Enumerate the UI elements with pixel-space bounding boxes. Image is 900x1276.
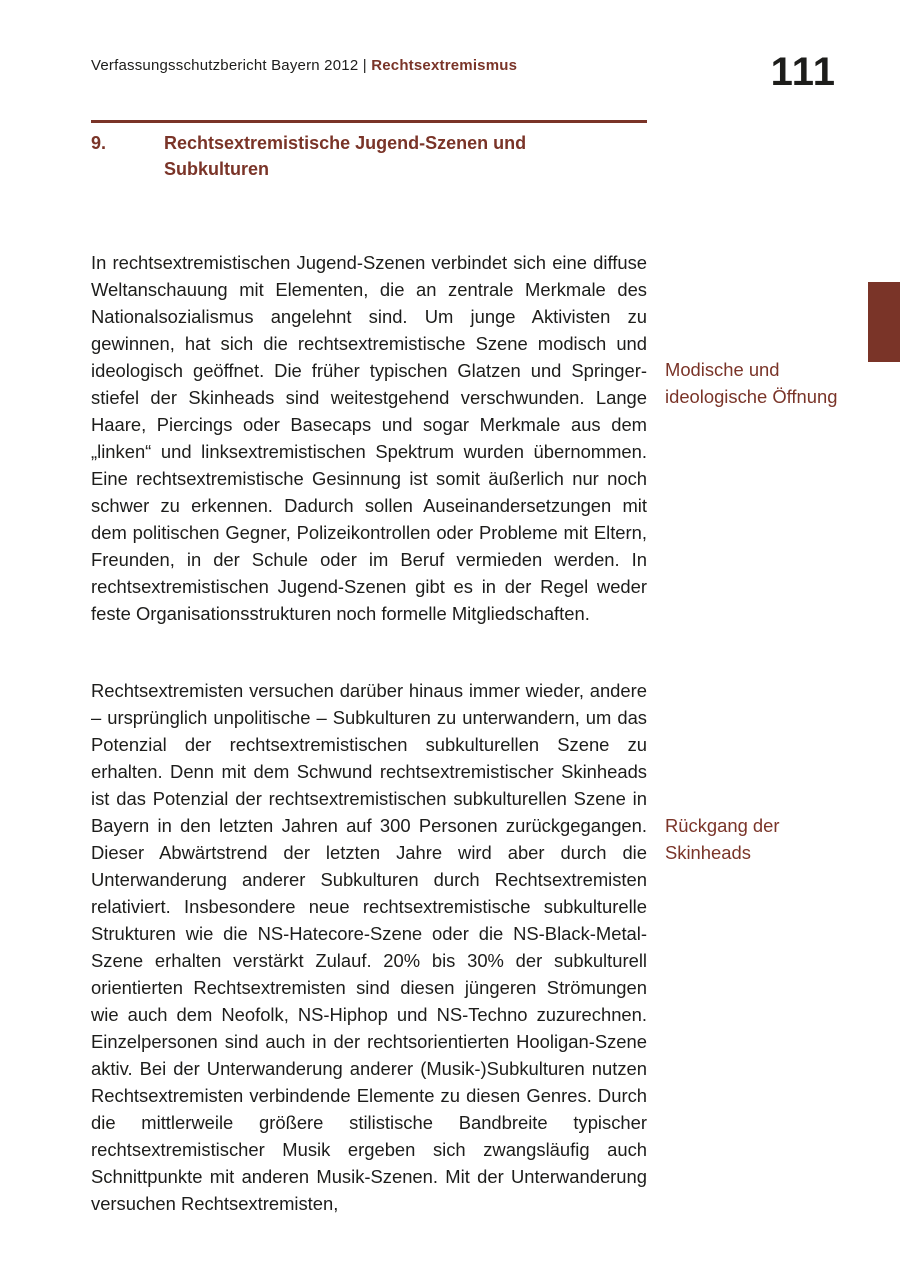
body-paragraph: In rechtsextremistischen Jugend-Szenen verbindet sich eine diffuse Weltanschauung mit Elementen, die an zentrale Merkmale des Nationalsozialismus angelehnt sind. Um junge Aktivisten zu gewinnen, hat sich die rechtsextremistische Szene modisch und ideologisch geöffnet. Die früher typischen Glatzen und Springerstiefel der Skinheads sind weitestgehend verschwunden. Lange Haare, Piercings oder Basecaps und sogar Merkmale aus dem „linken“ und linksextremistischen Spektrum wurden übernommen. Eine rechtsextremistische Gesinnung ist somit äußerlich nur noch schwer zu erkennen. Dadurch sollen Auseinandersetzungen mit dem politischen Gegner, Polizeikontrollen oder Probleme mit Eltern, Freunden, in der Schule oder im Beruf vermieden werden. In rechtsextremistischen Jugend-Szenen gibt es in der Regel weder feste Organisationsstrukturen noch formelle Mitgliedschaften. [91, 252, 647, 624]
margin-note: Rückgang der Skinheads [665, 815, 780, 863]
page-number: 111 [770, 50, 836, 94]
running-header [91, 57, 517, 74]
publication-title: Verfassungsschutzbericht Bayern 2012 [91, 57, 359, 74]
header-rule [91, 120, 647, 123]
chapter-title: Rechtsextremistische Jugend-Szenen und Subkulturen [164, 133, 527, 179]
header-separator: | [358, 57, 372, 74]
section-title: Rechtsextremismus [371, 57, 518, 74]
chapter-tab-marker [868, 282, 900, 362]
margin-note: Modische und ideologische Öffnung [665, 359, 838, 407]
chapter-number: 9. [91, 133, 107, 153]
body-paragraph: Rechtsextremisten versuchen darüber hinaus immer wieder, andere – ursprünglich unpolitische – Subkulturen zu unterwandern, um das Potenzial der rechtsextremistischen subkulturellen Szene zu erhalten. Denn mit dem Schwund rechtsextremistischer Skinheads ist das Potenzial der rechtsextremistischen subkulturellen Szene in Bayern in den letzten Jahren auf 300 Personen zurückgegangen. Dieser Abwärtstrend der letzten Jahre wird aber durch die Unterwanderung anderer Subkulturen durch Rechtsextremisten relativiert. Insbesondere neue rechtsextremistische subkulturelle Strukturen wie die NS-Hatecore-Szene oder die NS-Black-Metal-Szene erhalten verstärkt Zulauf. 20% bis 30% der subkulturell orientierten Rechtsextremisten sind diesen jüngeren Strömungen wie auch dem Neofolk, NS-Hiphop und NS-Techno zuzurechnen. Einzelpersonen sind auch in der rechtsorientierten Hooligan-Szene aktiv. Bei der Unterwanderung anderer (Musik-)Subkulturen nutzen Rechtsextremisten verbindende Elemente zu diesen Genres. Durch die mittlerweile größere stilistische Bandbreite typischer rechtsextremistischer Musik ergeben sich zwangsläufig auch Schnittpunkte mit anderen Musik-Szenen. Mit der Unterwanderung versuchen Rechtsextremisten, [91, 680, 647, 1214]
